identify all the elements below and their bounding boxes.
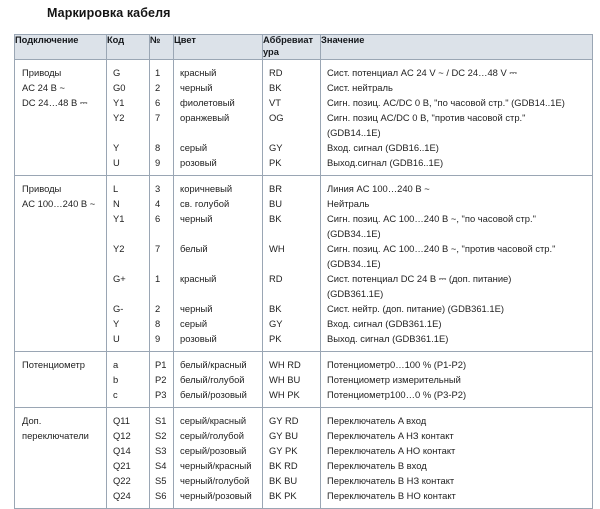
color-value: розовый <box>180 157 217 168</box>
meaning-line: Выход. сигнал (GDB361.1E) <box>327 333 449 344</box>
cell-color <box>174 408 263 509</box>
code-value: a <box>113 359 119 370</box>
number-value: P3 <box>155 389 167 400</box>
number-value: 1 <box>155 67 161 78</box>
cell-abbreviation <box>263 60 321 176</box>
code-value: Q12 <box>113 430 131 441</box>
table-head <box>15 35 593 60</box>
cell-abbreviation <box>263 408 321 509</box>
abbr-value: GY <box>269 142 283 153</box>
meaning-line: Сист. нейтраль <box>327 82 393 93</box>
color-value: черный/розовый <box>180 490 252 501</box>
color-value: черный/голубой <box>180 475 250 486</box>
number-value: S1 <box>155 415 167 426</box>
code-value: U <box>113 333 120 344</box>
code-value: Q11 <box>113 415 131 426</box>
table-row <box>15 408 593 509</box>
column-header-connection: Подключение <box>15 35 107 60</box>
color-value: черный <box>180 82 213 93</box>
meaning-line: (GDB34..1E) <box>327 258 381 269</box>
abbr-value: GY RD <box>269 415 299 426</box>
color-value: св. голубой <box>180 198 230 209</box>
column-header-number: № <box>150 35 174 60</box>
table-row <box>15 352 593 408</box>
abbr-value: RD <box>269 67 283 78</box>
number-value: S5 <box>155 475 167 486</box>
cell-color <box>174 176 263 352</box>
cell-meaning <box>321 408 593 509</box>
number-value: 7 <box>155 243 161 254</box>
number-value: 7 <box>155 112 161 123</box>
number-value: 6 <box>155 213 161 224</box>
meaning-line: Потенциометр0…100 % (P1-P2) <box>327 359 467 370</box>
meaning-line: Переключатель A вход <box>327 415 427 426</box>
color-value: фиолетовый <box>180 97 235 108</box>
code-value: N <box>113 198 120 209</box>
abbr-value: BK <box>269 213 282 224</box>
number-value: P2 <box>155 374 167 385</box>
cell-number <box>150 176 174 352</box>
abbr-value: PK <box>269 333 282 344</box>
color-value: серый/розовый <box>180 445 247 456</box>
number-value: 1 <box>155 273 161 284</box>
code-value: G0 <box>113 82 126 93</box>
connection-line: Потенциометр <box>22 359 86 370</box>
code-value: Y1 <box>113 213 125 224</box>
number-value: 9 <box>155 333 161 344</box>
abbr-value: BU <box>269 198 283 209</box>
table-row <box>15 60 593 176</box>
code-value: G+ <box>113 273 126 284</box>
column-header-color: Цвет <box>174 35 263 60</box>
cell-connection <box>15 60 107 176</box>
meaning-line: Сист. потенциал AC 24 V ~ / DC 24…48 V ⎓ <box>327 67 517 78</box>
number-value: 2 <box>155 303 161 314</box>
code-value: c <box>113 389 118 400</box>
cell-meaning <box>321 176 593 352</box>
abbr-value: BK PK <box>269 490 297 501</box>
color-value: розовый <box>180 333 217 344</box>
code-value: G- <box>113 303 124 314</box>
meaning-line: Нейтраль <box>327 198 370 209</box>
code-value: Q14 <box>113 445 131 456</box>
code-value: Q21 <box>113 460 131 471</box>
color-value: белый/красный <box>180 359 247 370</box>
meaning-line: Сигн. позиц. AC 100…240 B ~, "против часовой стр." <box>327 243 556 254</box>
cell-meaning <box>321 352 593 408</box>
code-value: Y <box>113 142 120 153</box>
number-value: 8 <box>155 318 161 329</box>
cell-connection <box>15 176 107 352</box>
connection-line: переключатели <box>22 430 89 441</box>
meaning-line: Переключатель B вход <box>327 460 427 471</box>
connection-line: AC 24 B ~ <box>22 82 65 93</box>
color-value: оранжевый <box>180 112 230 123</box>
color-value: серый/голубой <box>180 430 244 441</box>
cell-connection <box>15 408 107 509</box>
number-value: S6 <box>155 490 167 501</box>
cell-code <box>107 352 150 408</box>
meaning-line: Сигн. позиц. AC/DC 0 B, "по часовой стр." (GDB14..1E) <box>327 97 565 108</box>
meaning-line: Переключатель A НО контакт <box>327 445 456 456</box>
number-value: S2 <box>155 430 167 441</box>
number-value: 3 <box>155 183 161 194</box>
number-value: 8 <box>155 142 161 153</box>
connection-line: AC 100…240 B ~ <box>22 198 96 209</box>
cell-color <box>174 60 263 176</box>
meaning-line: Сигн. позиц. AC 100…240 B ~, "по часовой стр." <box>327 213 536 224</box>
cell-number <box>150 408 174 509</box>
abbr-value: GY <box>269 318 283 329</box>
color-value: белый <box>180 243 208 254</box>
code-value: Q24 <box>113 490 131 501</box>
color-value: красный <box>180 67 217 78</box>
abbr-value: BK BU <box>269 475 298 486</box>
color-value: красный <box>180 273 217 284</box>
abbr-value: WH <box>269 243 285 254</box>
color-value: черный/красный <box>180 460 252 471</box>
abbr-value: BK <box>269 303 282 314</box>
code-value: Y2 <box>113 243 125 254</box>
column-header-meaning: Значение <box>321 35 593 60</box>
code-value: L <box>113 183 119 194</box>
meaning-line: Переключатель B НО контакт <box>327 490 456 501</box>
number-value: 4 <box>155 198 161 209</box>
cell-color <box>174 352 263 408</box>
cell-number <box>150 352 174 408</box>
code-value: Y2 <box>113 112 125 123</box>
abbr-value: WH BU <box>269 374 301 385</box>
abbr-value: RD <box>269 273 283 284</box>
number-value: S4 <box>155 460 167 471</box>
color-value: черный <box>180 213 213 224</box>
cable-marking-table-wrapper <box>14 34 593 509</box>
column-header-code: Код <box>107 35 150 60</box>
table-body <box>15 60 593 509</box>
meaning-line: (GDB14..1E) <box>327 127 381 138</box>
connection-line: DC 24…48 B ⎓ <box>22 97 88 108</box>
connection-line: Приводы <box>22 67 62 78</box>
meaning-line: Переключатель B НЗ контакт <box>327 475 455 486</box>
meaning-line: Вход. сигнал (GDB16..1E) <box>327 142 439 153</box>
meaning-line: Сист. потенциал DC 24 B ⎓ (доп. питание) <box>327 273 512 284</box>
cell-code <box>107 408 150 509</box>
connection-line: Приводы <box>22 183 62 194</box>
abbr-value: PK <box>269 157 282 168</box>
meaning-line: Линия AC 100…240 B ~ <box>327 183 430 194</box>
color-value: коричневый <box>180 183 233 194</box>
code-value: b <box>113 374 119 385</box>
meaning-line: Сист. нейтр. (доп. питание) (GDB361.1E) <box>327 303 504 314</box>
abbr-value: BK <box>269 82 282 93</box>
abbr-value: BK RD <box>269 460 298 471</box>
cell-code <box>107 60 150 176</box>
color-value: серый <box>180 142 208 153</box>
code-value: Y <box>113 318 120 329</box>
meaning-line: Выход.сигнал (GDB16..1E) <box>327 157 444 168</box>
color-value: черный <box>180 303 213 314</box>
page-title: Маркировка кабеля <box>47 6 171 20</box>
color-value: белый/розовый <box>180 389 247 400</box>
meaning-line: Потенциометр100…0 % (P3-P2) <box>327 389 467 400</box>
meaning-line: Вход. сигнал (GDB361.1E) <box>327 318 442 329</box>
code-value: G <box>113 67 121 78</box>
abbr-value: GY BU <box>269 430 299 441</box>
cell-connection <box>15 352 107 408</box>
abbr-value: BR <box>269 183 283 194</box>
meaning-line: Потенциометр измерительный <box>327 374 461 385</box>
abbr-value: WH RD <box>269 359 301 370</box>
cell-abbreviation <box>263 352 321 408</box>
cable-marking-table <box>14 34 593 509</box>
table-header-row <box>15 35 593 60</box>
connection-line: Доп. <box>22 415 42 426</box>
number-value: 9 <box>155 157 161 168</box>
table-row <box>15 176 593 352</box>
abbr-value: GY PK <box>269 445 298 456</box>
code-value: U <box>113 157 120 168</box>
meaning-line: (GDB361.1E) <box>327 288 384 299</box>
number-value: 2 <box>155 82 161 93</box>
abbr-value: VT <box>269 97 281 108</box>
cell-meaning <box>321 60 593 176</box>
color-value: серый/красный <box>180 415 247 426</box>
meaning-line: (GDB34..1E) <box>327 228 381 239</box>
cell-abbreviation <box>263 176 321 352</box>
code-value: Y1 <box>113 97 125 108</box>
code-value: Q22 <box>113 475 131 486</box>
cell-code <box>107 176 150 352</box>
number-value: P1 <box>155 359 167 370</box>
meaning-line: Переключатель A НЗ контакт <box>327 430 454 441</box>
meaning-line: Сигн. позиц AC/DC 0 B, "против часовой стр." <box>327 112 526 123</box>
color-value: серый <box>180 318 208 329</box>
number-value: 6 <box>155 97 161 108</box>
number-value: S3 <box>155 445 167 456</box>
abbr-value: WH PK <box>269 389 300 400</box>
column-header-abbreviation: Аббревиат ура <box>263 35 321 60</box>
cell-number <box>150 60 174 176</box>
color-value: белый/голубой <box>180 374 245 385</box>
abbr-value: OG <box>269 112 284 123</box>
